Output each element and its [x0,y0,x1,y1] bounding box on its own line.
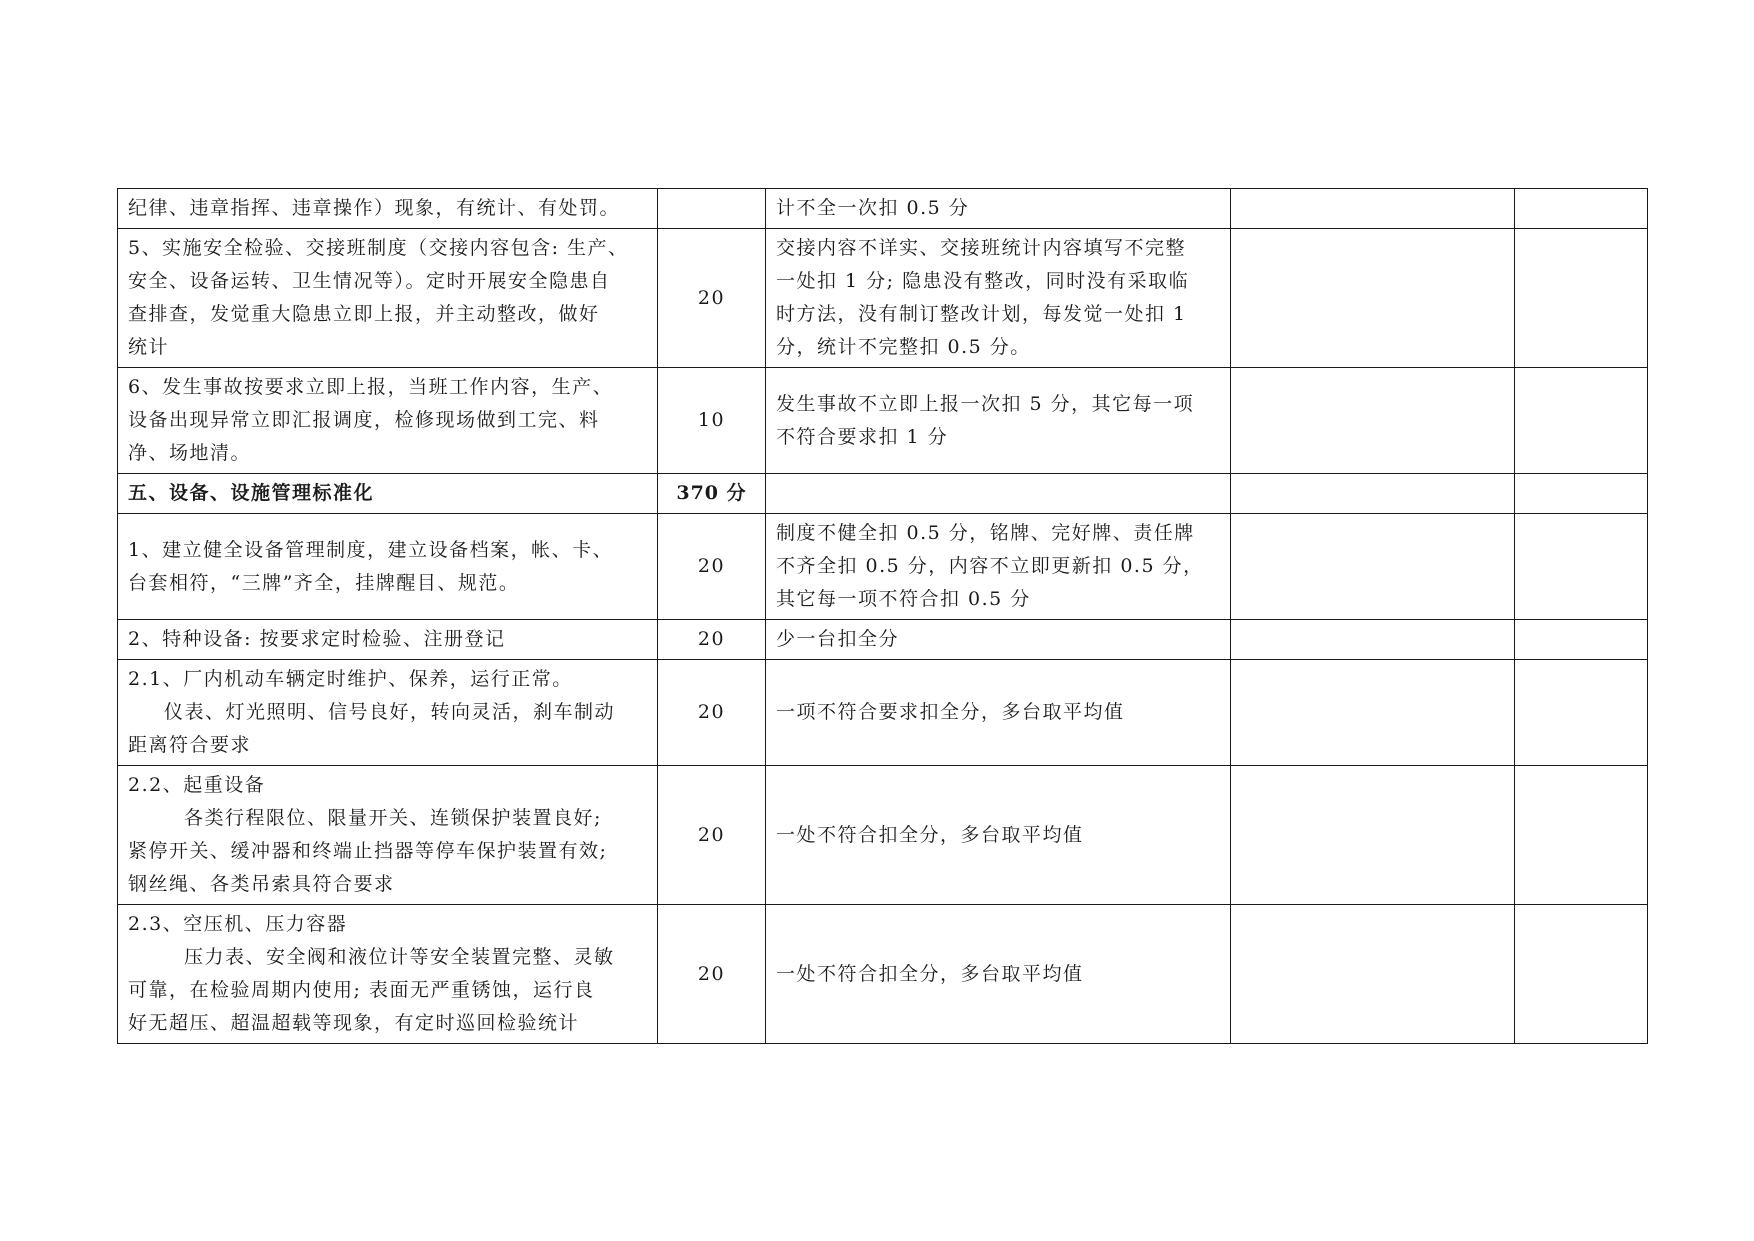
blank-cell[interactable] [1515,766,1648,905]
item-text: 查排查，发觉重大隐患立即上报，并主动整改，做好 [128,303,600,325]
blank-cell[interactable] [1515,905,1648,1044]
blank-cell[interactable] [1515,620,1648,660]
item-content-cell [118,905,658,1044]
scoring-table [117,188,1648,1044]
rule-text: 制度不健全扣 0.5 分，铭牌、完好牌、责任牌 [776,522,1195,544]
table-row [118,229,1648,368]
section-header-row [118,474,1648,514]
score-cell: 20 [658,229,766,368]
deduction-rule-cell [766,660,1231,766]
item-content-cell [118,368,658,474]
blank-cell[interactable] [1231,905,1515,1044]
item-content-cell [118,229,658,368]
blank-cell[interactable] [1231,514,1515,620]
blank-cell[interactable] [1515,368,1648,474]
table-row [118,620,1648,660]
blank-cell[interactable] [1515,474,1648,514]
rule-text: 发生事故不立即上报一次扣 5 分，其它每一项 [776,392,1195,415]
score-cell [658,189,766,229]
rule-text: 不齐全扣 0.5 分，内容不立即更新扣 0.5 分， [776,555,1204,577]
table-row [118,368,1648,474]
item-text: 钢丝绳、各类吊索具符合要求 [128,873,395,895]
table-row [118,660,1648,766]
blank-cell[interactable] [1515,514,1648,620]
score-cell: 20 [658,620,766,660]
deduction-rule-cell [766,620,1231,660]
blank-cell[interactable] [1515,189,1648,229]
rule-text: 其它每一项不符合扣 0.5 分 [776,588,1031,610]
blank-cell[interactable] [1231,368,1515,474]
item-text: 紧停开关、缓冲器和终端止挡器等停车保护装置有效; [128,840,608,862]
rule-text: 交接内容不详实、交接班统计内容填写不完整 [776,237,1187,259]
item-text: 距离符合要求 [128,734,252,756]
rule-text: 少一台扣全分 [776,628,900,650]
deduction-rule-cell [766,229,1231,368]
item-text: 净、场地清。 [128,442,252,464]
item-content-cell [118,620,658,660]
item-content-cell [118,189,658,229]
table-row [118,514,1648,620]
item-text: 2.1、厂内机动车辆定时维护、保养，运行正常。 [128,668,573,690]
deduction-rule-cell [766,514,1231,620]
section-total-score: 370 分 [658,474,766,514]
section-title [118,474,658,514]
blank-cell[interactable] [1515,660,1648,766]
item-text: 2.2、起重设备 [128,774,266,796]
deduction-rule-cell [766,189,1231,229]
rule-text: 计不全一次扣 0.5 分 [776,197,970,219]
score-cell: 10 [658,368,766,474]
deduction-rule-cell [766,766,1231,905]
item-text: 台套相符，“三牌”齐全，挂牌醒目、规范。 [128,571,520,594]
item-text: 纪律、违章指挥、违章操作）现象，有统计、有处罚。 [128,197,621,219]
blank-cell[interactable] [1231,766,1515,905]
item-content-cell [118,660,658,766]
item-text: 2、特种设备: 按要求定时检验、注册登记 [128,628,506,650]
item-text: 仪表、灯光照明、信号良好，转向灵活，刹车制动 [164,701,616,723]
rule-text: 时方法，没有制订整改计划，每发觉一处扣 1 [776,303,1187,325]
score-cell: 20 [658,905,766,1044]
score-cell: 20 [658,660,766,766]
section-title-text: 五、设备、设施管理标准化 [128,482,375,504]
rule-text: 分，统计不完整扣 0.5 分。 [776,336,1031,358]
item-text: 1、建立健全设备管理制度，建立设备档案，帐、卡、 [128,538,614,561]
rule-text: 一处不符合扣全分，多台取平均值 [776,823,1084,846]
item-text: 6、发生事故按要求立即上报，当班工作内容，生产、 [128,376,614,398]
blank-cell[interactable] [1515,229,1648,368]
item-text: 各类行程限位、限量开关、连锁保护装置良好; [184,807,602,829]
deduction-rule-cell [766,905,1231,1044]
blank-cell[interactable] [1231,660,1515,766]
deduction-rule-cell [766,474,1231,514]
deduction-rule-cell [766,368,1231,474]
score-cell: 20 [658,514,766,620]
item-text: 好无超压、超温超载等现象，有定时巡回检验统计 [128,1012,580,1034]
blank-cell[interactable] [1231,189,1515,229]
item-text: 5、实施安全检验、交接班制度（交接内容包含: 生产、 [128,237,629,259]
rule-text: 一处不符合扣全分，多台取平均值 [776,962,1084,985]
rule-text: 不符合要求扣 1 分 [776,425,949,448]
table-row [118,189,1648,229]
item-text: 统计 [128,336,170,358]
table-row [118,766,1648,905]
item-content-cell [118,514,658,620]
blank-cell[interactable] [1231,474,1515,514]
item-content-cell [118,766,658,905]
blank-cell[interactable] [1231,229,1515,368]
score-cell: 20 [658,766,766,905]
standards-table-page [117,188,1647,1044]
table-row [118,905,1648,1044]
rule-text: 一处扣 1 分; 隐患没有整改，同时没有采取临 [776,270,1190,292]
rule-text: 一项不符合要求扣全分，多台取平均值 [776,701,1125,723]
item-text: 2.3、空压机、压力容器 [128,913,348,935]
item-text: 安全、设备运转、卫生情况等）。定时开展安全隐患自 [128,270,611,292]
item-text: 可靠，在检验周期内使用; 表面无严重锈蚀，运行良 [128,979,595,1001]
item-text: 设备出现异常立即汇报调度，检修现场做到工完、料 [128,409,600,431]
item-text: 压力表、安全阀和液位计等安全装置完整、灵敏 [184,946,615,968]
blank-cell[interactable] [1231,620,1515,660]
